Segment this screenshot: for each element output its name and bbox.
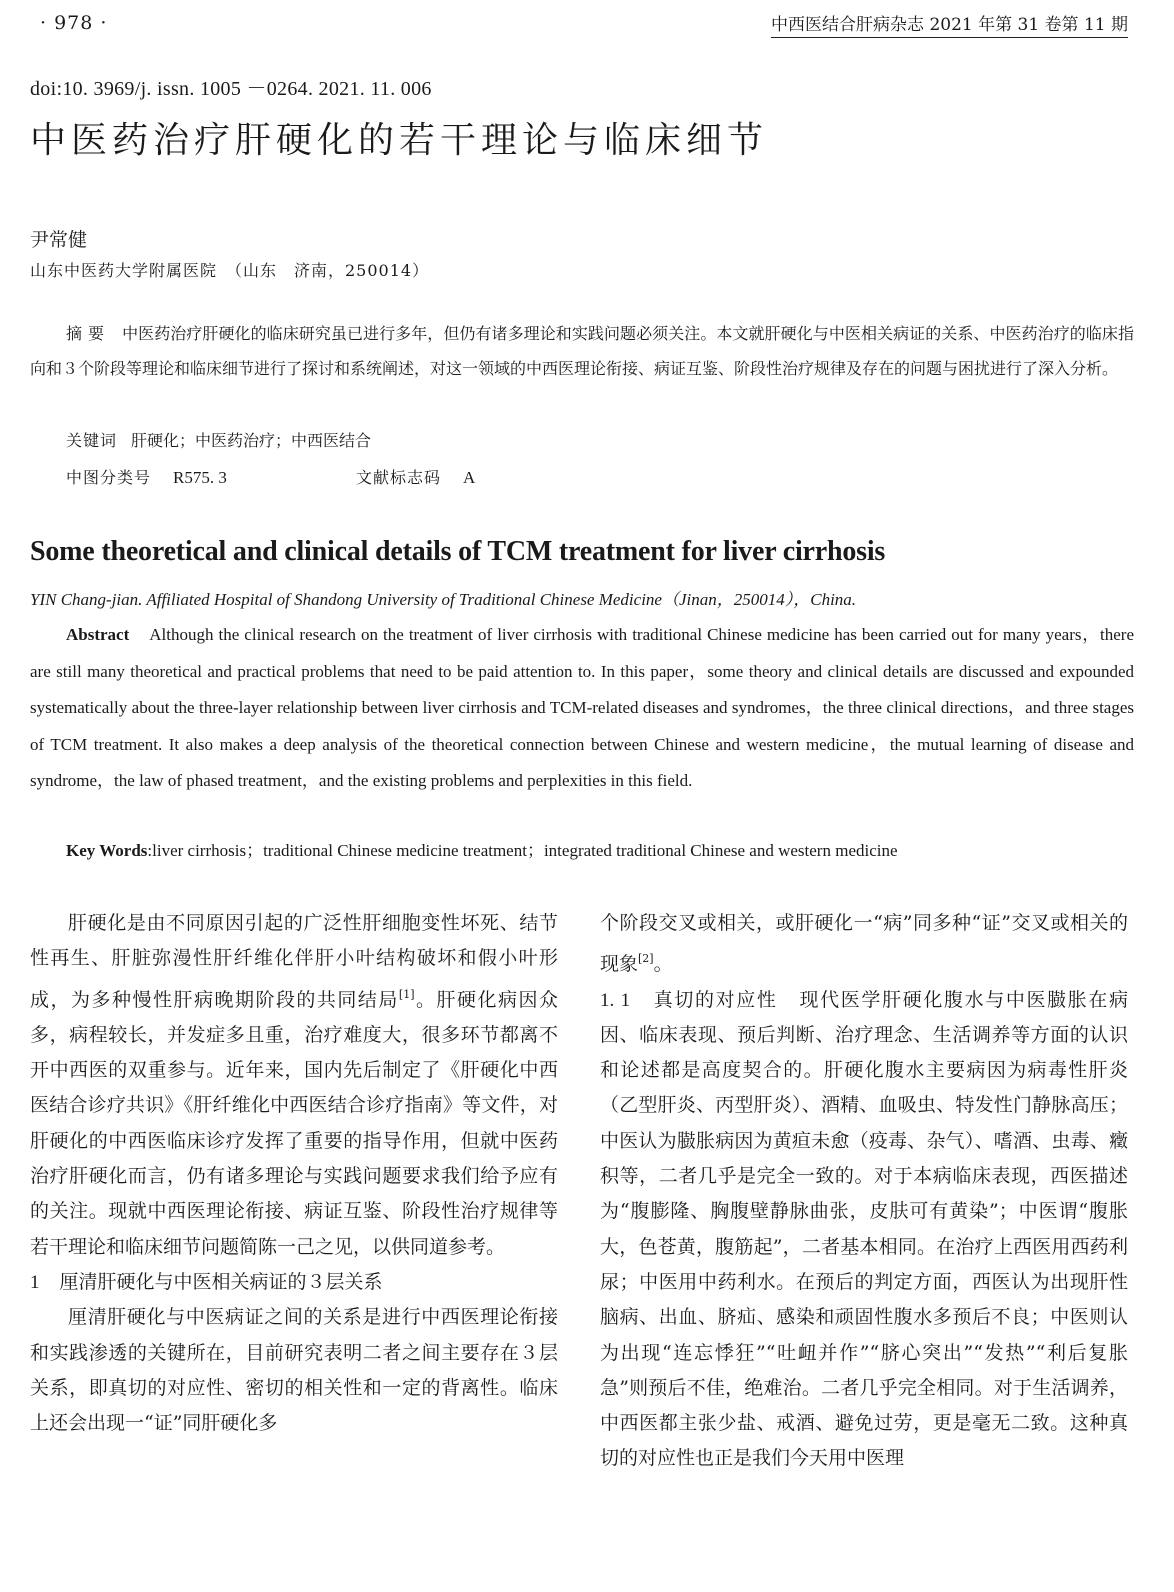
abstract-en-text: Although the clinical research on the treatment of liver cirrhosis with traditional Chinese medicine has been carried out for many years，there are still many theoretical and practical problems that need to be paid attention to. In this paper，some theory and clinical details are discussed and expounded systematically about the three-layer relationship between liver cirrhosis and TCM-related diseases and syndromes，the three clinical directions，and three stages of TCM treatment. It also makes a deep analysis of the theoretical connection between Chinese and western medicine，the mutual learning of disease and syndrome，the law of phased treatment，and the existing problems and perplexities in this field. — [30, 625, 1134, 790]
intro-text-b: 。肝硬化病因众多，病程较长，并发症多且重，治疗难度大，很多环节都离不开中西医的双重参与。近年来，国内先后制定了《肝硬化中西医结合诊疗共识》《肝纤维化中西医结合诊疗指南》等文件，对肝硬化的中西医临床诊疗发挥了重要的指导作用，但就中医药治疗肝硬化而言，仍有诸多理论与实践问题要求我们给予应有的关注。现就中西医理论衔接、病证互鉴、阶段性治疗规律等若干理论和临床细节问题简陈一己之见，以供同道参考。 — [30, 988, 558, 1258]
doi-line: doi:10. 3969/j. issn. 1005 －0264. 2021. 11. 006 — [30, 78, 432, 100]
continued-paragraph — [600, 906, 1128, 983]
abstract-en — [30, 617, 1134, 800]
intro-paragraph — [30, 906, 558, 1265]
abstract-cn-text: 中医药治疗肝硬化的临床研究虽已进行多年，但仍有诸多理论和实践问题必须关注。本文就肝硬化与中医相关病证的关系、中医药治疗的临床指向和３个阶段等理论和临床细节进行了探讨和系统阐述，对这一领域的中西医理论衔接、病证互鉴、阶段性治疗规律及存在的问题与困扰进行了深入分析。 — [30, 324, 1134, 378]
subsection-1-1-text: 现代医学肝硬化腹水与中医臌胀在病因、临床表现、预后判断、治疗理念、生活调养等方面的认识和论述都是高度契合的。肝硬化腹水主要病因为病毒性肝炎（乙型肝炎、丙型肝炎）、酒精、血吸虫、特发性门静脉高压；中医认为臌胀病因为黄疸未愈（疫毒、杂气）、嗜酒、虫毒、癥积等，二者几乎是完全一致的。对于本病临床表现，西医描述为“腹膨隆、胸腹壁静脉曲张，皮肤可有黄染”；中医谓“腹胀大，色苍黄，腹筋起”，二者基本相同。在治疗上西医用西药利尿；中医用中药利水。在预后的判定方面，西医认为出现肝性脑病、出血、脐疝、感染和顽固性腹水多预后不良；中医则认为出现“连忘悸狂”“吐衄并作”“脐心突出”“发热”“利后复胀急”则预后不佳，绝难治。二者几乎完全相同。对于生活调养，中西医都主张少盐、戒酒、避免过劳，更是毫无二致。这种真切的对应性也正是我们今天用中医理 — [600, 988, 1128, 1470]
keywords-en-label: Key Words — [66, 841, 148, 860]
affiliation-cn: 山东中医药大学附属医院 （山东 济南，250014） — [30, 261, 430, 280]
continued-text-b: 。 — [653, 953, 673, 976]
body-column-left — [30, 906, 558, 1441]
continued-text-a: 个阶段交叉或相关，或肝硬化一“病”同多种“证”交叉或相关的现象 — [600, 912, 1128, 976]
clc-label: 中图分类号 — [66, 468, 152, 487]
abstract-en-label: Abstract — [66, 625, 130, 644]
keywords-cn-label: 关键词 — [66, 431, 118, 450]
reference-2[interactable]: [2] — [638, 952, 654, 966]
clc-value: R575. 3 — [173, 468, 227, 487]
body-column-right — [600, 906, 1128, 1477]
subsection-1-1 — [600, 983, 1128, 1477]
author-name-cn: 尹常健 — [30, 229, 88, 251]
section-1-heading — [30, 1265, 558, 1300]
article-title-cn: 中医药治疗肝硬化的若干理论与临床细节 — [30, 120, 769, 161]
abstract-cn — [30, 316, 1134, 386]
keywords-cn — [66, 428, 371, 451]
subsection-1-1-number: 1. 1 — [600, 989, 631, 1011]
intro-text-a: 肝硬化是由不同原因引起的广泛性肝细胞变性坏死、结节性再生、肝脏弥漫性肝纤维化伴肝小叶结构破坏和假小叶形成，为多种慢性肝病晚期阶段的共同结局 — [30, 912, 558, 1011]
section-1-number: 1 — [30, 1271, 40, 1293]
keywords-en: Key Words:liver cirrhosis；traditional Chinese medicine treatment；integrated traditional Chinese and western medicine — [66, 841, 898, 860]
section-1-paragraph: 厘清肝硬化与中医病证之间的关系是进行中西医理论衔接和实践渗透的关键所在，目前研究表明二者之间主要存在３层关系，即真切的对应性、密切的相关性和一定的背离性。临床上还会出现一“证”同肝硬化多 — [30, 1306, 558, 1435]
keywords-cn-text: 肝硬化；中医药治疗；中西医结合 — [131, 431, 372, 450]
page-number: · 978 · — [40, 12, 108, 34]
keywords-en-text: liver cirrhosis；traditional Chinese medicine treatment；integrated traditional Chinese and western medicine — [152, 841, 898, 860]
section-1-title: 厘清肝硬化与中医相关病证的３层关系 — [59, 1270, 383, 1293]
subsection-1-1-title: 真切的对应性 — [652, 988, 778, 1011]
abstract-cn-label: 摘要 — [66, 324, 111, 343]
author-affiliation-en: YIN Chang-jian. Affiliated Hospital of Shandong University of Traditional Chinese Medicine（Jinan，250014），China. — [30, 590, 857, 609]
article-title-en: Some theoretical and clinical details of TCM treatment for liver cirrhosis — [30, 536, 886, 567]
doc-code-label: 文献标志码 — [356, 468, 442, 487]
running-header-journal: 中西医结合肝病杂志 2021 年第 31 卷第 11 期 — [771, 10, 1128, 38]
reference-1[interactable]: [1] — [398, 987, 415, 1001]
classification-line — [66, 465, 475, 488]
doc-code-value: A — [463, 468, 476, 487]
